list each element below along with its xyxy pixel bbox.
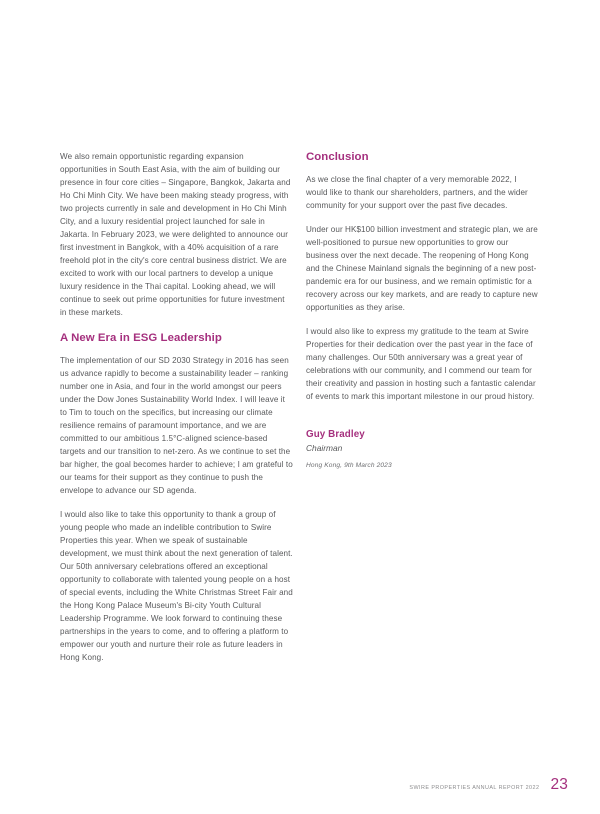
paragraph: Under our HK$100 billion investment and strategic plan, we are well-positioned to pursue new opportunities to grow our business over the next decade. The reopening of Hong Kong and the Chinese Mainland signals the beginning of a new post-pandemic era for our business, and we remain optimistic for a recovery across our key markets, and are ready to capture new opportunities as they arise. (306, 225, 538, 312)
page-footer (409, 777, 568, 793)
signatory-place-date: Hong Kong, 9th March 2023 (306, 462, 392, 469)
paragraph: I would also like to express my gratitude to the team at Swire Properties for their dedication over the past year in the face of many challenges. Our 50th anniversary was a great year of celebrations with our community, and I commend our team for their creativity and passion in hosting such a fantastic calendar of events to mark this important milestone in our proud history. (306, 327, 536, 401)
footer-report-label: SWIRE PROPERTIES ANNUAL REPORT 2022 (409, 784, 540, 791)
paragraph: We also remain opportunistic regarding expansion opportunities in South East Asia, with the aim of building our presence in four core cities – Singapore, Bangkok, Jakarta and Ho Chi Minh City. We have been making steady progress, with two projects currently in sale and development in Ho Chi Minh City, and a luxury residential project launched for sale in Jakarta. In February 2023, we were delighted to announce our first investment in Bangkok, with a 40% acquisition of a rare freehold plot in the city's core central business district. We are excited to work with our local partners to develop a unique luxury residence in the Thai capital. Looking ahead, we will continue to seek out prime opportunities for future investment in these markets. (60, 152, 291, 317)
two-column-content (60, 150, 540, 664)
paragraph: I would also like to take this opportunity to thank a group of young people who made an indelible contribution to Swire Properties this year. When we speak of sustainable development, we must think about the next generation of talent. Our 50th anniversary celebrations offered an exceptional opportunity to collaborate with talented young people on a host of special events, including the White Christmas Street Fair and the Hong Kong Palace Museum's Bi-city Youth Cultural Leadership Programme. We look forward to continuing these partnerships in the years to come, and to offering a platform to empower our youth and nurture their role as future leaders in Hong Kong. (60, 510, 293, 662)
right-column (306, 150, 539, 664)
paragraph: The implementation of our SD 2030 Strategy in 2016 has seen us advance rapidly to become a sustainability leader – ranking number one in Asia, and four in the world amongst our peers under the Dow Jones Sustainability World Index. I will leave it to Tim to touch on the specifics, but increasing our climate resilience remains of paramount importance, and we are committed to our ambitious 1.5°C-aligned science-based targets and our transition to net-zero. As we continue to set the bar higher, the goal becomes harder to achieve; I am grateful to our teams for their support as they continue to push the envelope to advance our SD agenda. (60, 356, 293, 495)
signature-block (306, 428, 539, 472)
left-column (60, 150, 293, 664)
section-heading-esg-leadership: A New Era in ESG Leadership (60, 332, 222, 344)
page-number: 23 (550, 775, 568, 793)
signatory-title: Chairman (306, 443, 343, 453)
section-heading-conclusion: Conclusion (306, 151, 369, 163)
paragraph: As we close the final chapter of a very memorable 2022, I would like to thank our shareholders, partners, and the wider community for your support over the past five decades. (306, 175, 528, 210)
signatory-name: Guy Bradley (306, 429, 365, 440)
